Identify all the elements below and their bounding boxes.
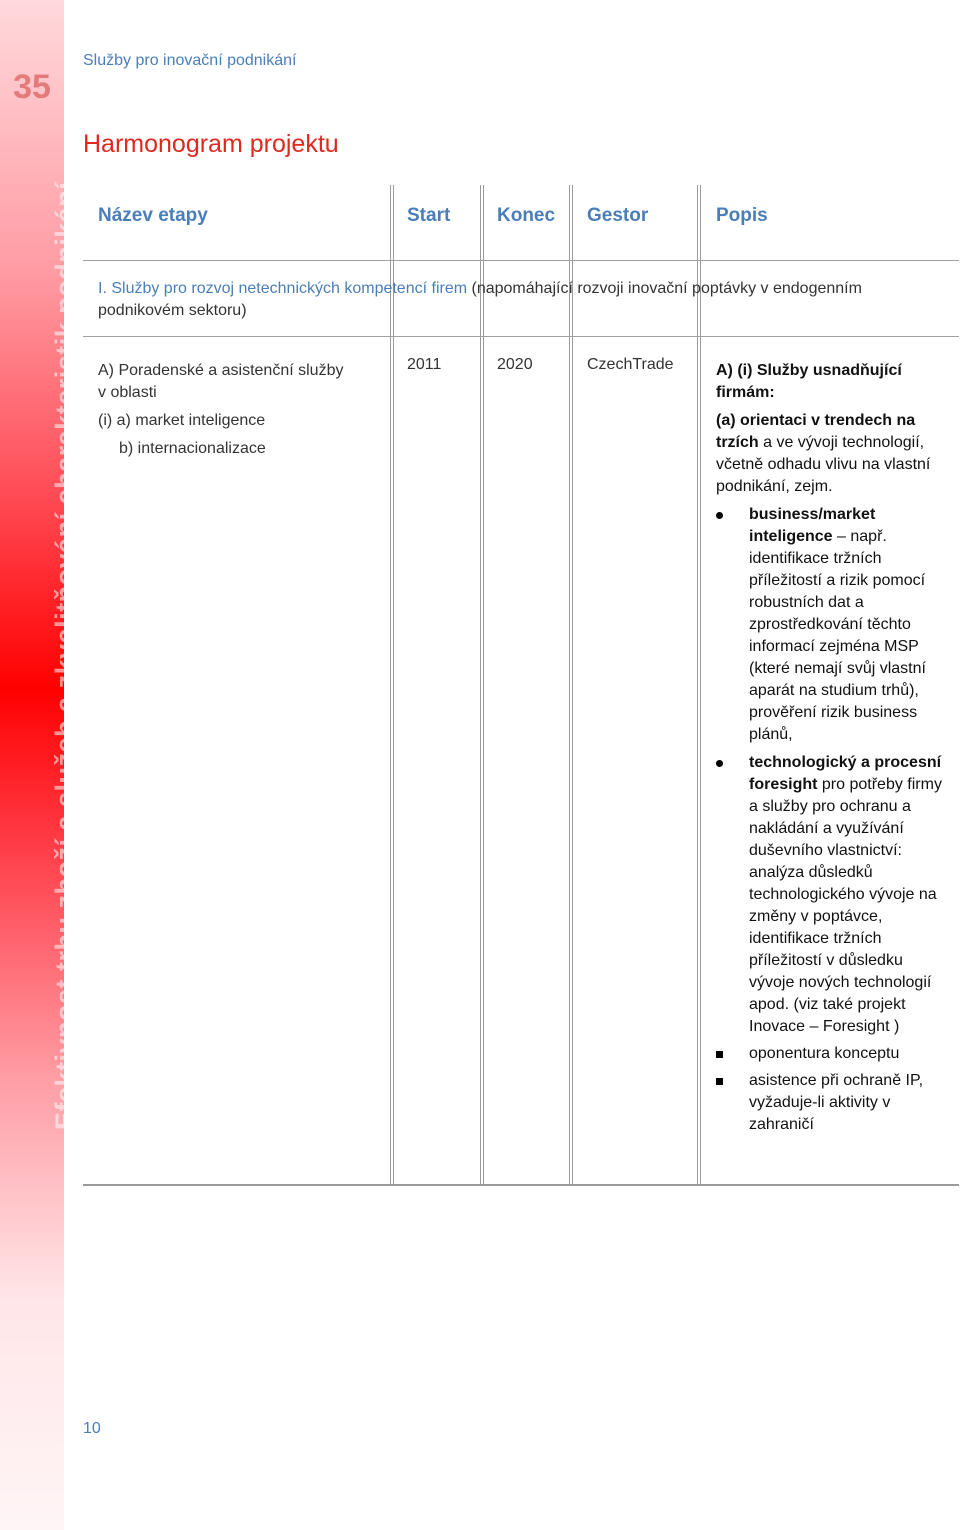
stage-name-line: b) internacionalizace (119, 440, 266, 457)
stage-name-line: A) Poradenské a asistenční služby (98, 362, 344, 379)
column-header-end: Konec (497, 205, 556, 226)
description-bullets (716, 504, 951, 1136)
section-rule (83, 336, 959, 337)
sidebar (0, 0, 80, 1530)
description-heading: A) (i) Služby usnadňující firmám: (716, 362, 902, 401)
stage-name-cell (98, 360, 378, 460)
bullet-bold: business/market inteligence (749, 506, 876, 545)
list-item (716, 1043, 951, 1065)
section-note: (napomáhající rozvoji inovační poptávky v endogenním podnikovém sektoru) (98, 280, 862, 319)
stage-name-line: v oblasti (98, 384, 157, 401)
column-header-gestor: Gestor (587, 205, 649, 226)
bullet-dot-icon (716, 512, 723, 519)
running-header: Služby pro inovační podnikání (83, 52, 297, 69)
description-paragraph-text: a ve vývoji technologií, včetně odhadu vlivu na vlastní podnikání, zejm. (716, 434, 931, 495)
gestor-name: CzechTrade (587, 356, 674, 373)
list-item (716, 504, 951, 746)
bullet-text: oponentura konceptu (749, 1045, 900, 1062)
schedule-table (83, 185, 959, 1186)
description-paragraph (716, 410, 951, 498)
description-paragraph-bold: (a) orientaci v trendech na trzích (716, 412, 916, 451)
table-bottom-rule (83, 1184, 959, 1186)
bullet-dot-icon (716, 760, 723, 767)
section-label: I. Služby pro rozvoj netechnických kompetencí firem (98, 280, 468, 297)
bullet-text: – např. identifikace tržních příležitostí a rizik pomocí robustních dat a zprostředkování těchto informací zejména MSP (které nemají svůj vlastní aparát na studium trhů), prověření rizik business plánů, (749, 528, 926, 743)
header-rule (83, 260, 959, 261)
page-title: Harmonogram projektu (83, 130, 339, 158)
list-item (716, 1070, 951, 1136)
section-heading (98, 278, 948, 322)
bullet-square-icon (716, 1078, 723, 1085)
column-header-name: Název etapy (98, 205, 208, 226)
stage-name-line: (i) a) market inteligence (98, 412, 266, 429)
bullet-bold: technologický a procesní foresight (749, 754, 942, 793)
list-item (716, 752, 951, 1038)
vertical-chapter-title: Efektivnost trhu zboží a služeb a zkvalitňování charakteristik podnikání (50, 181, 80, 1130)
column-header-start: Start (407, 205, 451, 226)
bullet-square-icon (716, 1051, 723, 1058)
start-year: 2011 (407, 356, 442, 373)
bullet-text: asistence při ochraně IP, vyžaduje-li aktivity v zahraničí (749, 1072, 924, 1133)
chapter-number: 35 (13, 68, 51, 106)
footer-page-number: 10 (83, 1420, 101, 1437)
description-cell (716, 360, 951, 1136)
column-header-description: Popis (716, 205, 768, 226)
bullet-text: pro potřeby firmy a služby pro ochranu a nakládání a využívání duševního vlastnictví: analýza důsledků technologického vývoje na změny v poptávce, identifikace tržních příležitostí v důsledku vývoje nových technologií apod. (viz také projekt Inovace – Foresight ) (749, 776, 942, 1035)
end-year: 2020 (497, 356, 533, 373)
